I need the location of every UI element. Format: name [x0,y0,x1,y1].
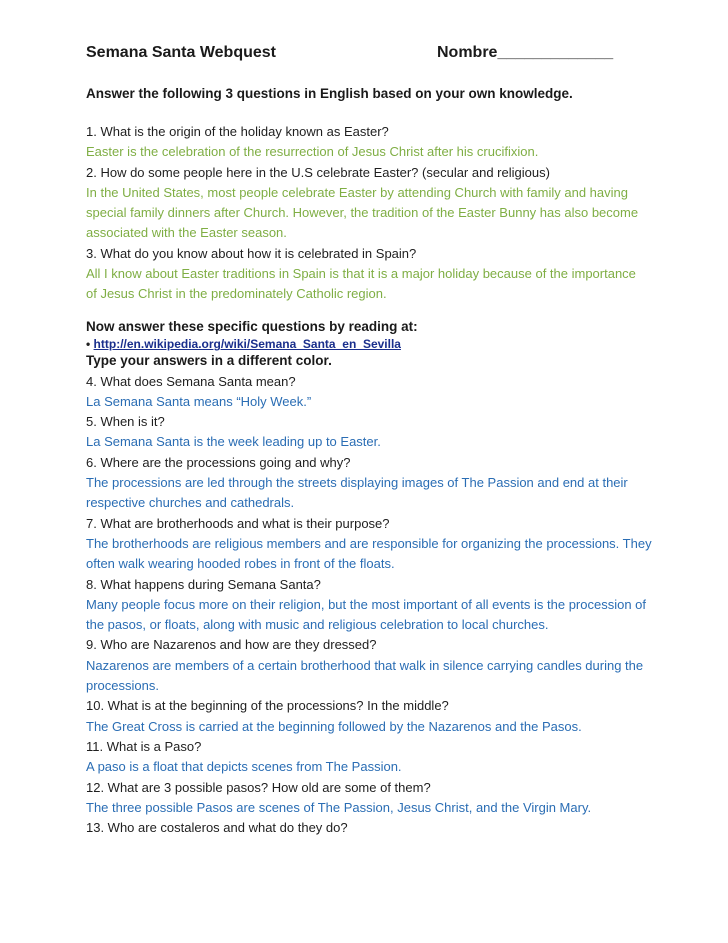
question-13: 13. Who are costaleros and what do they do? [86,820,348,836]
bullet-icon: • [86,337,91,352]
name-field-label: Nombre_____________ [437,44,614,61]
reading-heading: Now answer these specific questions by reading at: [86,319,418,334]
answer-7: The brotherhoods are religious members and are responsible for organizing the processions. They often walk wearing hooded robes in front of the floats. [86,535,652,572]
question-4: 4. What does Semana Santa mean? [86,373,296,389]
answer-6: The processions are led through the streets displaying images of The Passion and end at their respective churches and cathedrals. [86,475,628,511]
page-title: Semana Santa Webquest [86,44,276,61]
question-5: 5. When is it? [86,414,165,430]
question-1: 1. What is the origin of the holiday known as Easter? [86,124,389,139]
answer-8: Many people focus more on their religion, but the most important of all events is the procession of the pasos, or floats, along with music and religious celebration to local churches. [86,596,647,633]
answer-4: La Semana Santa means “Holy Week.” [86,393,312,409]
color-instruction: Type your answers in a different color. [86,353,332,369]
question-2: 2. How do some people here in the U.S celebrate Easter? (secular and religious) [86,164,550,180]
answer-5: La Semana Santa is the week leading up to Easter. [86,434,381,450]
question-11: 11. What is a Paso? [86,738,202,754]
answer-10: The Great Cross is carried at the beginning followed by the Nazarenos and the Pasos. [86,718,582,734]
answer-11: A paso is a float that depicts scenes from The Passion. [86,759,402,775]
question-12: 12. What are 3 possible pasos? How old are some of them? [86,779,431,795]
answer-9: Nazarenos are members of a certain brotherhood that walk in silence carrying candles during the processions. [86,657,644,694]
answer-3: All I know about Easter traditions in Spain is that it is a major holiday because of the importance of Jesus Christ in the predominately Catholic region. [86,266,636,302]
wikipedia-link[interactable]: http://en.wikipedia.org/wiki/Semana_Santa_en_Sevilla [93,337,401,352]
question-8: 8. What happens during Semana Santa? [86,576,321,592]
answer-12: The three possible Pasos are scenes of The Passion, Jesus Christ, and the Virgin Mary. [86,799,592,815]
question-6: 6. Where are the processions going and why? [86,454,351,470]
link-row [86,337,656,351]
part2-questions [86,317,656,838]
question-7: 7. What are brotherhoods and what is their purpose? [86,515,390,531]
instructions-heading: Answer the following 3 questions in English based on your own knowledge. [86,86,573,101]
answer-1: Easter is the celebration of the resurrection of Jesus Christ after his crucifixion. [86,144,539,160]
part1-questions [86,122,646,305]
question-9: 9. Who are Nazarenos and how are they dressed? [86,637,377,653]
question-10: 10. What is at the beginning of the processions? In the middle? [86,698,449,714]
question-3: 3. What do you know about how it is celebrated in Spain? [86,245,417,261]
answer-2: In the United States, most people celebrate Easter by attending Church with family and having special family dinners after Church. However, the tradition of the Easter Bunny has also become associated with the Easter season. [86,184,639,241]
